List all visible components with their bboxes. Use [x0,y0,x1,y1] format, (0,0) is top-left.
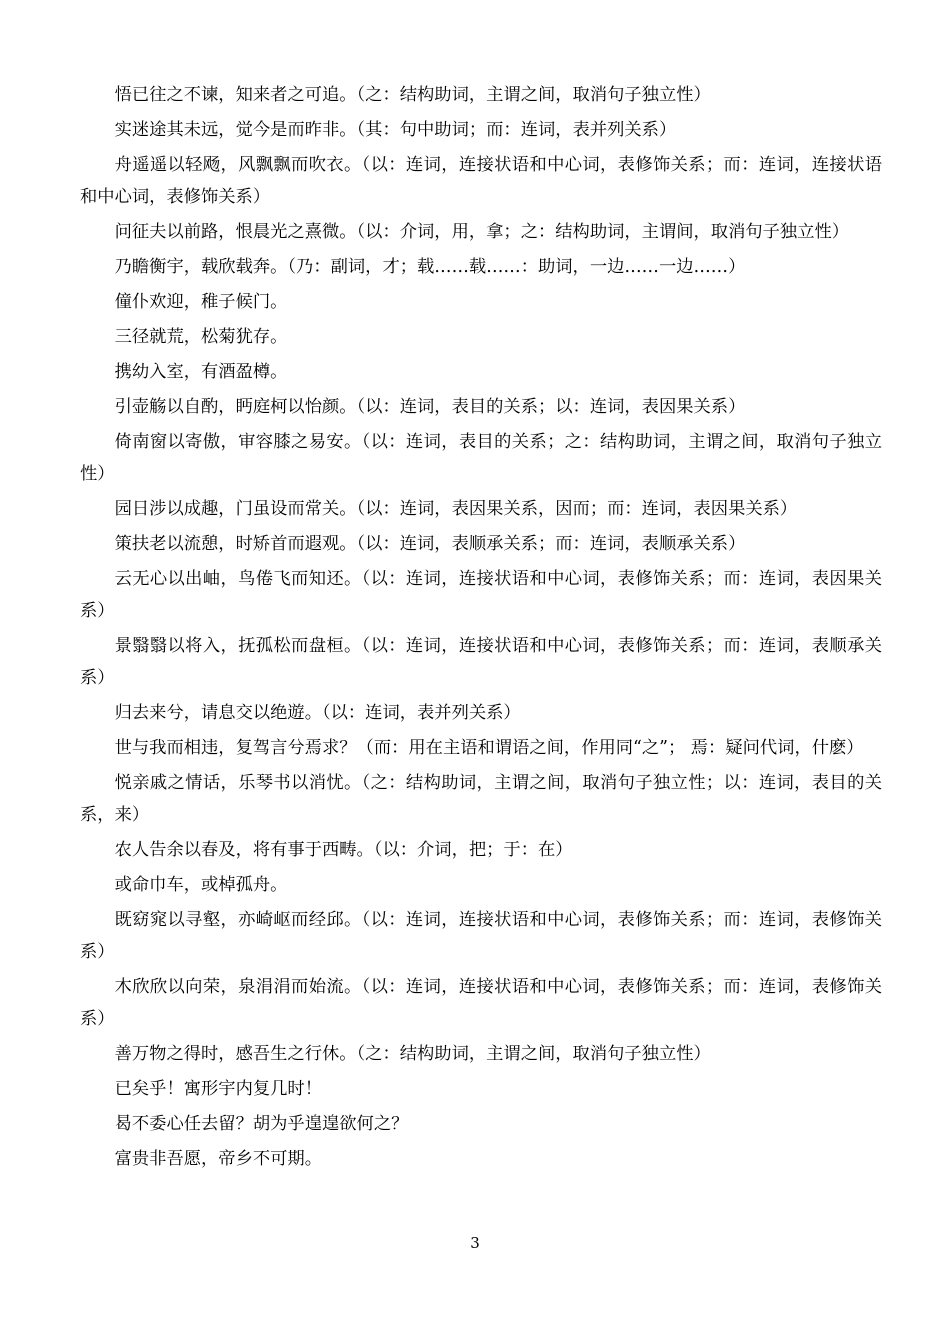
text-line: 世与我而相违，复驾言兮焉求？（而：用在主语和谓语之间，作用同“之”； 焉：疑问代词，什麽） [114,738,864,758]
text-line: 三径就荒，松菊犹存。 [114,327,288,347]
text-line: 实迷途其未远，觉今是而昨非。（其：句中助词；而：连词，表并列关系） [114,120,677,140]
text-line: 富贵非吾愿，帝乡不可期。 [114,1149,322,1169]
text-line: 景翳翳以将入，抚孤松而盘桓。（以：连词，连接状语和中心词，表修饰关系；而：连词，表顺承关系） [80,636,882,688]
text-line: 僮仆欢迎，稚子候门。 [114,292,288,312]
text-line: 或命巾车，或棹孤舟。 [114,875,288,895]
text-line: 引壶觞以自酌，眄庭柯以怡颜。（以：连词，表目的关系；以：连词，表因果关系） [114,397,746,417]
text-line: 已矣乎！寓形宇内复几时！ [114,1079,322,1099]
text-line: 既窈窕以寻壑，亦崎岖而经邱。（以：连词，连接状语和中心词，表修饰关系；而：连词，表修饰关系） [80,910,882,962]
text-line: 问征夫以前路，恨晨光之熹微。（以：介词，用，拿；之：结构助词，主谓间，取消句子独立性） [114,222,850,242]
text-line: 悦亲戚之情话，乐琴书以消忧。（之：结构助词，主谓之间，取消句子独立性；以：连词，表目的关系，来） [80,773,882,825]
document-body [80,79,882,1175]
text-line: 策扶老以流憩，时矫首而遐观。（以：连词，表顺承关系；而：连词，表顺承关系） [114,534,746,554]
text-line: 悟已往之不谏，知来者之可追。（之：结构助词，主谓之间，取消句子独立性） [114,85,711,105]
text-line: 农人告余以春及，将有事于西畴。（以：介词，把；于：在） [114,840,573,860]
text-line: 曷不委心任去留？胡为乎遑遑欲何之？ [114,1114,409,1134]
text-line: 云无心以出岫，鸟倦飞而知还。（以：连词，连接状语和中心词，表修饰关系；而：连词，表因果关系） [80,569,882,621]
text-line: 木欣欣以向荣，泉涓涓而始流。（以：连词，连接状语和中心词，表修饰关系；而：连词，表修饰关系） [80,977,882,1029]
text-line: 携幼入室，有酒盈樽。 [114,362,288,382]
page-number: 3 [470,1234,480,1252]
text-line: 舟遥遥以轻飏，风飘飘而吹衣。（以：连词，连接状语和中心词，表修饰关系；而：连词，连接状语和中心词，表修饰关系） [80,155,882,207]
text-line: 善万物之得时，感吾生之行休。（之：结构助词，主谓之间，取消句子独立性） [114,1044,711,1064]
text-line: 园日涉以成趣，门虽设而常关。（以：连词，表因果关系，因而；而：连词，表因果关系） [114,499,798,519]
text-line: 倚南窗以寄傲，审容膝之易安。（以：连词，表目的关系；之：结构助词，主谓之间，取消句子独立性） [80,432,882,484]
text-line: 归去来兮，请息交以绝遊。（以：连词，表并列关系） [114,703,521,723]
text-line: 乃瞻衡宇，载欣载奔。（乃：副词，才；载……载……：助词，一边……一边……） [114,257,746,277]
